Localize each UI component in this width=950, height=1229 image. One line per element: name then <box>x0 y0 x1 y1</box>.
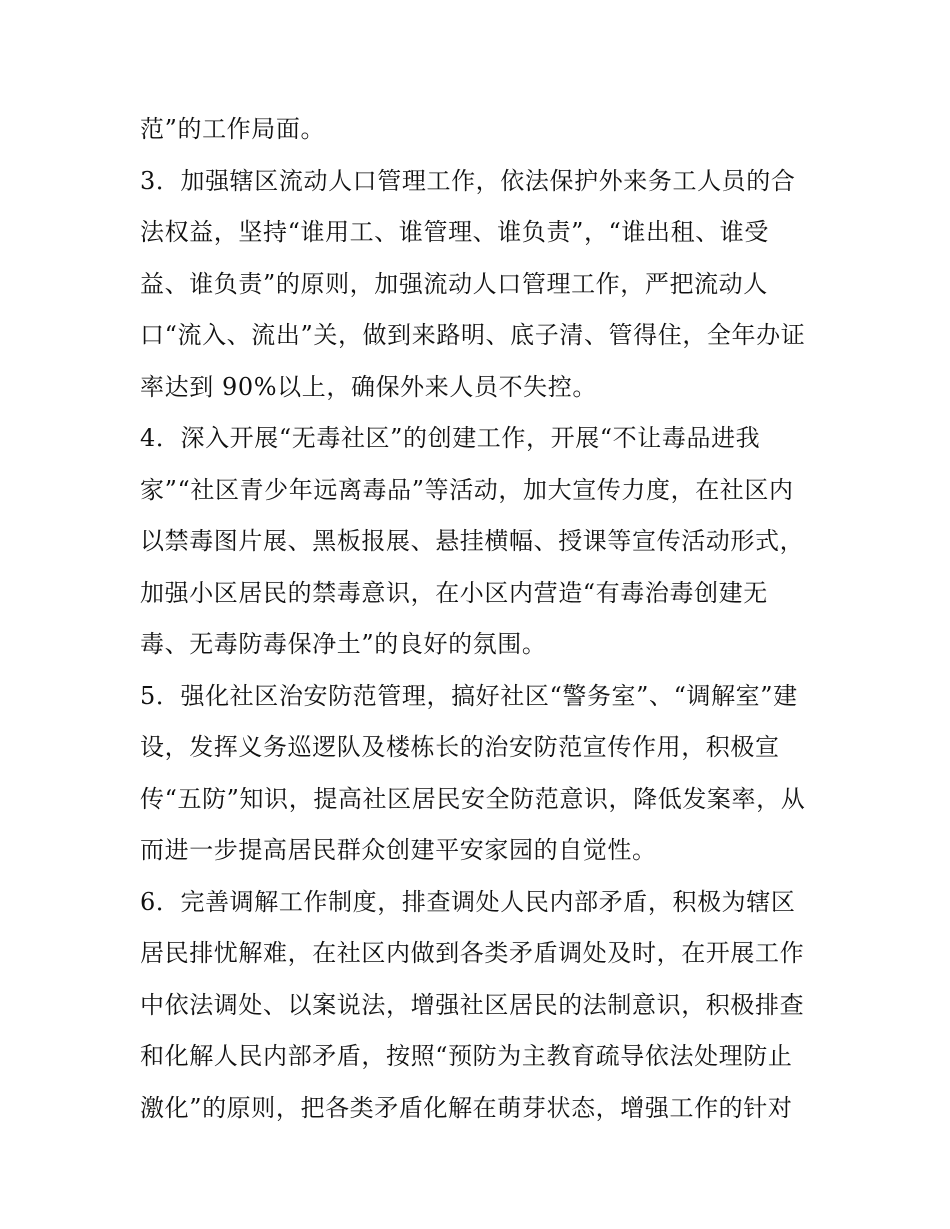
text-line: 范”的工作局面。 <box>140 115 326 143</box>
text-line: 而进一步提高居民群众创建平安家园的自觉性。 <box>140 836 657 864</box>
text-line: 口“流入、流出”关，做到来路明、底子清、管得住，全年办证 <box>140 321 806 349</box>
text-line: 设，发挥义务巡逻队及楼栋长的治安防范宣传作用，积极宣 <box>140 733 780 761</box>
text-line: 和化解人民内部矛盾，按照“预防为主教育疏导依法处理防止 <box>140 1042 793 1070</box>
text-line: 4．深入开展“无毒社区”的创建工作，开展“不让毒品进我 <box>140 424 761 452</box>
text-line: 中依法调处、以案说法，增强社区居民的法制意识，积极排查 <box>140 990 805 1019</box>
text-line: 加强小区居民的禁毒意识，在小区内营造“有毒治毒创建无 <box>140 578 768 607</box>
text-line: 毒、无毒防毒保净土”的良好的氛围。 <box>140 630 547 658</box>
text-line: 5．强化社区治安防范管理，搞好社区“警务室”、“调解室”建 <box>140 681 798 710</box>
text-line: 传“五防”知识，提高社区居民安全防范意识，降低发案率，从 <box>140 784 806 813</box>
text-line: 法权益，坚持“谁用工、谁管理、谁负责”，“谁出租、谁受 <box>140 218 770 246</box>
text-line: 激化”的原则，把各类矛盾化解在萌芽状态，增强工作的针对 <box>140 1093 793 1122</box>
body-text <box>140 104 820 1134</box>
text-line: 率达到 90%以上，确保外来人员不失控。 <box>140 372 597 401</box>
text-line: 家”“社区青少年远离毒品”等活动，加大宣传力度，在社区内 <box>140 475 794 504</box>
text-line: 3．加强辖区流动人口管理工作，依法保护外来务工人员的合 <box>140 166 796 195</box>
text-line: 以禁毒图片展、黑板报展、悬挂横幅、授课等宣传活动形式， <box>140 527 805 555</box>
text-line: 居民排忧解难，在社区内做到各类矛盾调处及时，在开展工作 <box>140 939 805 967</box>
text-line: 益、谁负责”的原则，加强流动人口管理工作，严把流动人 <box>140 269 768 298</box>
text-line: 6．完善调解工作制度，排查调处人民内部矛盾，积极为辖区 <box>140 887 796 916</box>
